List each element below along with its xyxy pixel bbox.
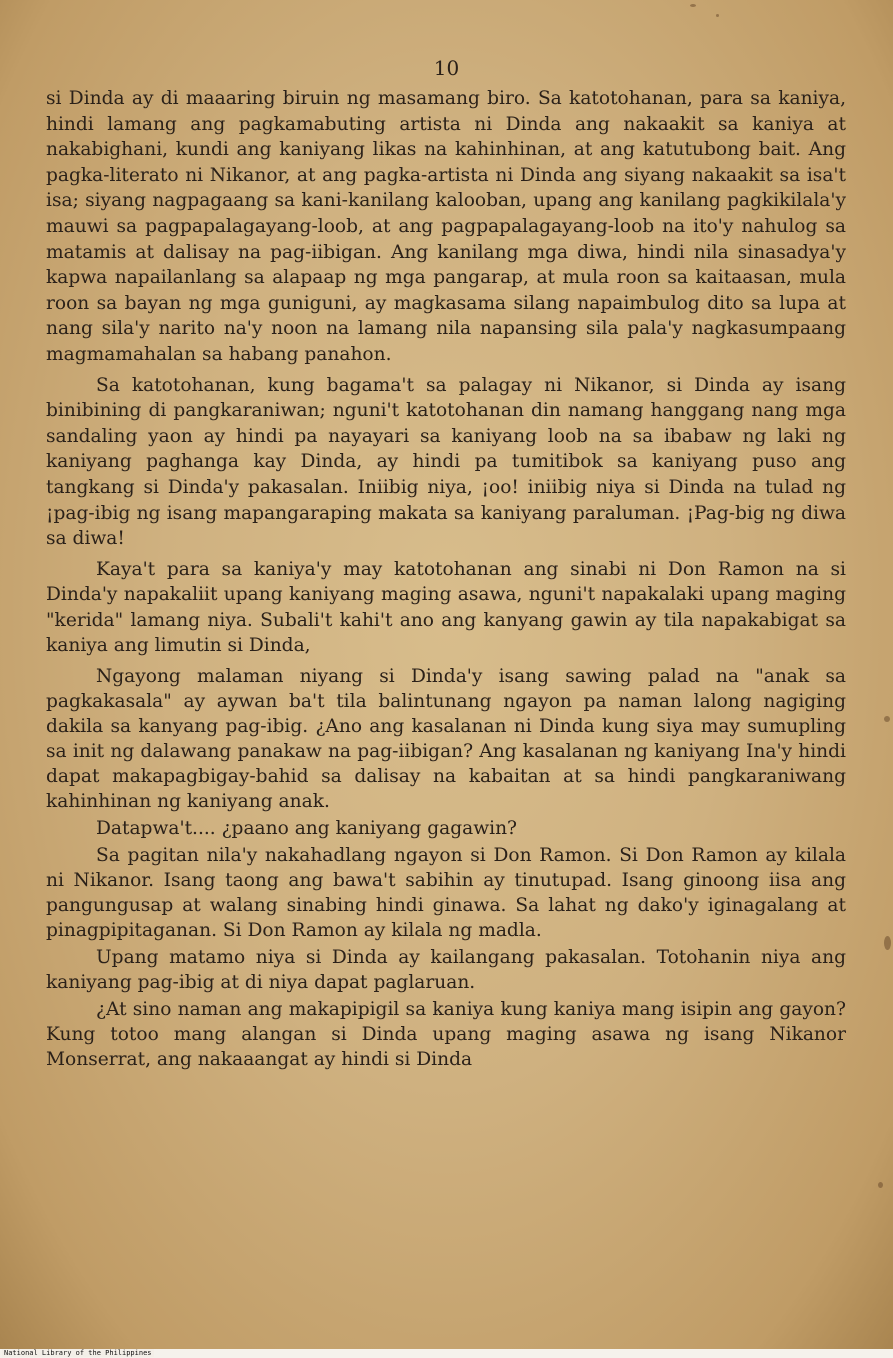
paragraph-6: Sa pagitan nila'y nakahadlang ngayon si Don Ramon. Si Don Ramon ay kilala ni Nikanor. Isang taong ang bawa't sabihin ay tinutupad. Isang ginoong iisa ang pangungusap at walang sinabing hindi ginawa. Sa lahat ng dako'y iginagalang at pinagpipitaganan. Si Don Ramon ay kilala ng madla.: [46, 845, 846, 942]
page-number: 10: [433, 56, 460, 80]
library-credit: National Library of the Philippines: [4, 1349, 152, 1357]
body-text: [46, 86, 846, 1074]
paragraph-2: Sa katotohanan, kung bagama't sa palagay ni Nikanor, si Dinda ay isang binibining di pangkaraniwan; nguni't katotohanan din namang hanggang nang mga sandaling yaon ay hindi pa nayayari sa kaniyang loob na sa ibabaw ng laki ng kaniyang paghanga kay Dinda, ay hindi pa tumitibok sa kaniyang puso ang tangkang si Dinda'y pakasalan. Iniibig niya, ¡oo! iniibig niya si Dinda na tulad ng ¡pag-ibig ng isang mapangaraping makata sa kaniyang paraluman. ¡Pag-big ng diwa sa diwa!: [46, 374, 846, 550]
paper-speck: [878, 1182, 883, 1188]
paragraph-1: si Dinda ay di maaaring biruin ng masamang biro. Sa katotohanan, para sa kaniya, hindi lamang ang pagkamabuting artista ni Dinda ang nakaakit sa kaniya at nakabighani, kundi ang kaniyang likas na kahinhinan, at ang katutubong bait. Ang pagka-literato ni Nikanor, at ang pagka-artista ni Dinda ang siyang nakaakit sa isa't isa; siyang nagpagaang sa kani-kanilang kalooban, upang ang kanilang pagkikilala'y mauwi sa pagpapalagayang-loob, at ang pagpapalagayang-loob na ito'y nahulog sa matamis at dalisay na pag-iibigan. Ang kanilang mga diwa, hindi nila sinasadya'y kapwa napailanlang sa alapaap ng mga pangarap, at mula roon sa kaitaasan, mula roon sa bayan ng mga guniguni, ay magkasama silang napaimbulog dito sa lupa at nang sila'y narito na'y noon na lamang nila napansing sila pala'y nagkasumpaang magmamahalan sa habang panahon.: [46, 88, 846, 365]
paragraph-3: Kaya't para sa kaniya'y may katotohanan ang sinabi ni Don Ramon na si Dinda'y napakaliit upang kaniyang maging asawa, nguni't napakalaki upang maging "kerida" lamang niya. Subali't kahi't ano ang kanyang gawin ay tila napakabigat sa kaniya ang limutin si Dinda,: [46, 558, 846, 657]
paper-speck: [884, 716, 890, 722]
paper-speck: [884, 936, 891, 950]
paper-speck: [716, 14, 719, 17]
paragraph-8: ¿At sino naman ang makapipigil sa kaniya kung kaniya mang isipin ang gayon? Kung totoo mang alangan si Dinda upang maging asawa ng isang Nikanor Monserrat, ang nakaaangat ay hindi si Dinda: [46, 999, 846, 1071]
paragraph-4: Ngayong malaman niyang si Dinda'y isang sawing palad na "anak sa pagkakasala" ay aywan ba't tila balintunang ngayon pa naman lalong nagiging dakila sa kanyang pag-ibig. ¿Ano ang kasalanan ni Dinda kung siya may sumupling sa init ng dalawang panakaw na pag-iibigan? Ang kasalanan ng kaniyang Ina'y hindi dapat makapagbigay-bahid sa dalisay na kabaitan at sa hindi pangkaraniwang kahinhinan ng kaniyang anak.: [46, 666, 846, 813]
paper-speck: [690, 4, 696, 7]
paragraph-5: Datapwa't.... ¿paano ang kaniyang gagawin?: [96, 818, 518, 840]
paragraph-7: Upang matamo niya si Dinda ay kailangang pakasalan. Totohanin niya ang kaniyang pag-ibig at di niya dapat paglaruan.: [46, 947, 846, 994]
